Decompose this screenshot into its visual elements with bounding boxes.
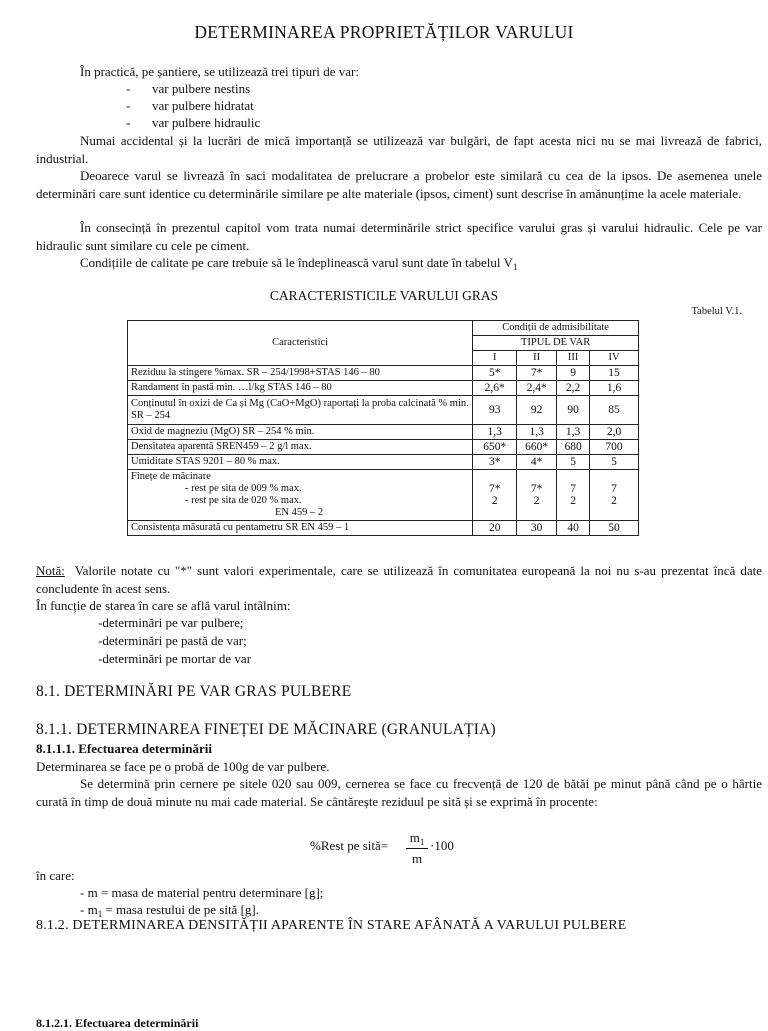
paragraph: În consecință în prezentul capitol vom trata numai determinările strict specifice varului gras și varului hidraulic. Cele pe var hidraulic sunt similare cu cele pe ciment. [36,220,762,253]
table-row: Randament în pastă min. …l/kg STAS 146 – 80 2,6* 2,4* 2,2 1,6 [128,381,639,396]
table-row: Conținutul în oxizi de Ca și Mg (CaO+MgO) raportați la proba calcinată % min. SR – 254 93 92 90 85 [128,396,639,425]
note-paragraph: Notă: Valorile notate cu "*" sunt valori experimentale, care se utilizează în comunitatea europeană la noi nu s-au prezentat încă date concludente în acest sens. [36,563,762,596]
table-row: Oxid de magneziu (MgO) SR – 254 % min. 1,3 1,3 1,3 2,0 [128,425,639,440]
table-type-col: IV [590,351,639,366]
states-intro: În funcție de starea în care se află varul intâlnim: [36,598,291,613]
subsection-heading-8-1-2-1: 8.1.2.1. Efectuarea determinării [36,1016,199,1030]
table-type-col: I [473,351,517,366]
table-row: Consistența măsurată cu pentametru SR EN 459 – 1 20 30 40 50 [128,521,639,536]
list-item: - var pulbere hidratat [126,98,254,113]
paragraph: Determinarea se face pe o probă de 100g de var pulbere. [36,759,330,774]
list-item: -determinări pe pastă de var; [98,633,247,648]
table-row: Densitatea aparentă SREN459 – 2 g/l max. 650* 660* 680 700 [128,440,639,455]
table-type-col: II [517,351,557,366]
residue-formula: %Rest pe sită= $\frac{m_1}{m}$ ·100 [310,830,454,866]
in-care-label: în care: [36,868,75,883]
table-row-fineness: Finețe de măcinare - rest pe sita de 009 % max. - rest pe sita de 020 % max. EN 459 – 2 7* 2 7* 2 7 2 7 2 [128,470,639,521]
intro-paragraph: În practică, pe șantiere, se utilizează trei tipuri de var: [80,64,359,79]
paragraph: Se determină prin cernere pe sitele 020 sau 009, cernerea se face cu frecvență de 120 de bătăi pe minut până când pe o hârtie curată în timp de două minute nu mai cade material. Se cântărește reziduul pe sită și se exprimă în procente: [36,776,762,809]
page-title: DETERMINAREA PROPRIETĂȚILOR VARULUI [194,22,574,42]
table-type-col: III [557,351,590,366]
definition-m1: - $m_1$ = masa restului de pe sită [g]. [80,902,259,919]
list-item: - var pulbere nestins [126,81,251,96]
conditions-paragraph: Condițiile de calitate pe care trebuie să le îndeplinească varul sunt date în tabelul $V_1$ [80,255,518,272]
list-item: -determinări pe mortar de var [98,651,252,666]
table-header-conditions: Condiții de admisibilitate [473,321,639,336]
note-label: Notă: [36,563,65,578]
paragraph: Numai accidental și la lucrări de mică importanță se utilizează var bulgări, de fapt acesta nici nu se mai livrează de fabrici, industrial. [36,133,762,166]
table-row: Reziduu la stingere %max. SR – 254/1998+STAS 146 – 80 5* 7* 9 15 [128,366,639,381]
table-caption: CARACTERISTICILE VARULUI GRAS [269,288,499,303]
section-heading-8-1-1: 8.1.1. DETERMINAREA FINEȚEI DE MĂCINARE (GRANULAȚIA) [36,721,496,738]
section-heading-8-1-2: 8.1.2. DETERMINAREA DENSITĂȚII APARENTE ÎN STARE AFÂNATĂ A VARULUI PULBERE [36,918,627,933]
table-label: Tabelul V.1. [691,306,742,317]
table-row: Umiditate STAS 9201 – 80 % max. 3* 4* 5 5 [128,455,639,470]
definition-m: - m = masa de material pentru determinare [g]; [80,885,324,900]
paragraph: Deoarece varul se livrează în saci modalitatea de prelucrare a probelor este similară cu cea de la ipsos. De asemenea unele determinări care sunt identice cu determinările similare pe alte materiale (ipsos, ciment) sunt descrise în amănunțime la acele materiale. [36,168,762,201]
section-heading-8-1: 8.1. DETERMINĂRI PE VAR GRAS PULBERE [36,683,352,700]
table-header-characteristics: Caracteristici [128,321,473,366]
list-item: -determinări pe var pulbere; [98,615,244,630]
table-header-type: TIPUL DE VAR [473,336,639,351]
properties-table [127,320,639,536]
list-item: - var pulbere hidraulic [126,115,261,130]
subsection-heading-8-1-1-1: 8.1.1.1. Efectuarea determinării [36,741,212,756]
